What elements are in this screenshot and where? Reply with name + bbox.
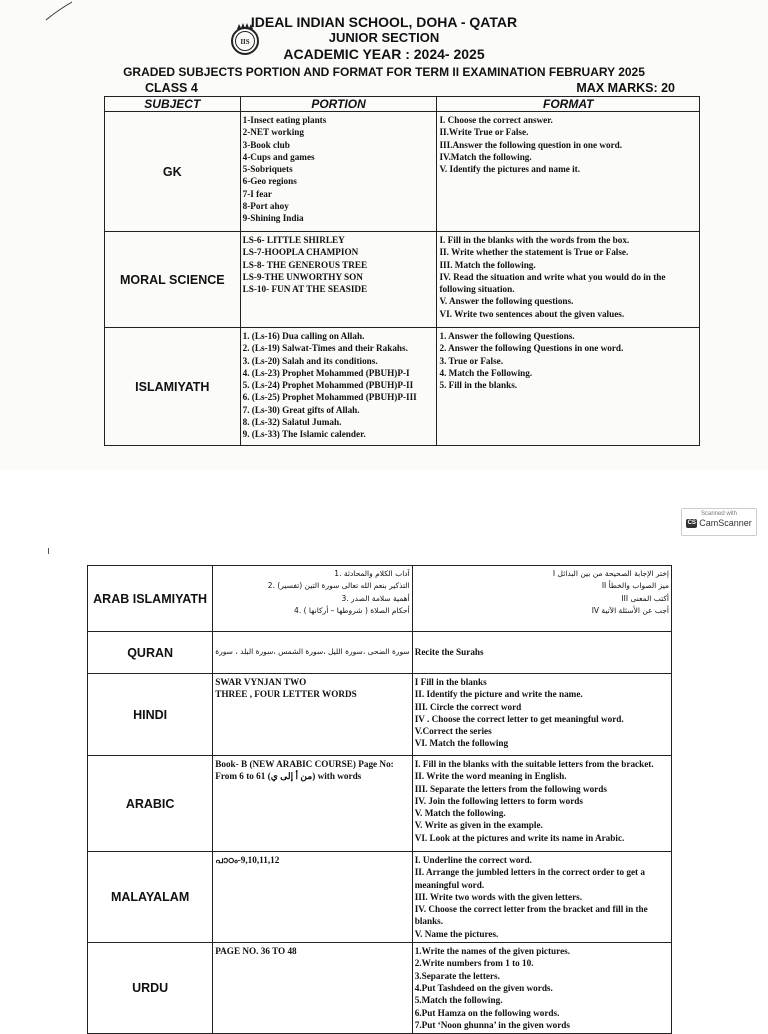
portion-line: 8. (Ls-32) Salatul Jumah.: [242, 417, 342, 428]
column-header-portion: PORTION: [240, 97, 437, 112]
portion-cell: [240, 232, 437, 328]
document-header: [0, 14, 768, 80]
portion-table-one: [104, 96, 700, 446]
portion-line: LS-7-HOOPLA CHAMPION: [242, 247, 359, 258]
column-header-format: FORMAT: [437, 97, 700, 112]
school-name: IDEAL INDIAN SCHOOL, DOHA - QATAR: [250, 14, 518, 30]
subject-cell: QURAN: [88, 632, 213, 674]
portion-line: سورة الضحى ،سورة الليل ،سورة الشمس ،سورة البلد ، سورة: [215, 647, 410, 657]
portion-table-two: [87, 565, 672, 1034]
portion-cell: [213, 632, 412, 674]
format-line: III.Answer the following question in one word.: [439, 139, 623, 150]
format-line: أجب عن الأسئلة الآتية IV: [591, 605, 669, 615]
format-line: V.Correct the series: [414, 726, 492, 737]
format-line: 3.Separate the letters.: [414, 970, 500, 981]
format-line: I. Fill in the blanks with the suitable letters from the bracket.: [414, 759, 654, 769]
format-line: 4.Put Tashdeed on the given words.: [414, 982, 553, 993]
camscanner-badge: [681, 508, 757, 536]
format-line: V. Write as given in the example.: [414, 820, 543, 831]
format-line: II.Write True or False.: [439, 127, 529, 138]
format-line: VI. Look at the pictures and write its name in Arabic.: [414, 832, 625, 843]
format-cell: [412, 566, 671, 632]
format-cell: [412, 852, 671, 943]
subject-cell: GK: [105, 112, 241, 232]
portion-line: പാഠം-9,10,11,12: [215, 855, 280, 865]
format-line: IV. Choose the correct letter from the bracket and fill in the blanks.: [414, 904, 648, 927]
scan-mark: [48, 548, 49, 554]
format-line: III. Match the following.: [439, 259, 536, 270]
format-line: I Fill in the blanks: [414, 677, 487, 687]
format-cell: [412, 632, 671, 674]
format-line: IV. Read the situation and write what you would do in the following situation.: [439, 271, 666, 295]
format-line: 2.Write numbers from 1 to 10.: [414, 958, 534, 969]
class-label: CLASS 4: [145, 81, 198, 95]
format-line: إختر الإجابة الصحيحة من بين البدائل I: [552, 569, 669, 578]
table-row: [88, 943, 672, 1034]
format-line: 5. Fill in the blanks.: [439, 380, 518, 391]
portion-line: 7-I fear: [242, 188, 272, 199]
format-cell: [412, 674, 671, 756]
format-line: V. Name the pictures.: [414, 928, 499, 939]
format-line: II. Write the word meaning in English.: [414, 771, 567, 782]
format-line: II. Arrange the jumbled letters in the correct order to get a meaningful word.: [414, 867, 646, 890]
column-header-subject: SUBJECT: [105, 97, 241, 112]
portion-line: 1. (Ls-16) Dua calling on Allah.: [242, 331, 365, 341]
portion-line: آداب الكلام والمحادثة .1: [334, 569, 410, 578]
subject-cell: HINDI: [88, 674, 213, 756]
format-cell: [412, 943, 671, 1034]
table-row: [105, 328, 700, 446]
portion-line: 3-Book club: [242, 139, 290, 150]
format-line: أكتب المعنى III: [621, 593, 669, 603]
format-line: 5.Match the following.: [414, 995, 503, 1006]
portion-line: 4-Cups and games: [242, 151, 315, 162]
table-row: [88, 632, 672, 674]
portion-line: أهمية سلامة الصدر .3: [341, 593, 410, 603]
portion-line: PAGE NO. 36 TO 48: [215, 946, 297, 957]
table-row: [105, 112, 700, 232]
scanned-with-label: Scanned with: [700, 511, 738, 517]
format-line: III. Write two words with the given letters.: [414, 891, 583, 902]
portion-line: 1-Insect eating plants: [242, 115, 327, 125]
format-line: 4. Match the Following.: [439, 367, 533, 378]
portion-line: 4. (Ls-23) Prophet Mohammed (PBUH)P-I: [242, 367, 410, 378]
format-line: I. Fill in the blanks with the words from the box.: [439, 235, 630, 245]
subject-cell: ISLAMIYATH: [105, 328, 241, 446]
portion-line: 8-Port ahoy: [242, 201, 289, 212]
portion-line: التذكير بنعم الله تعالى سورة التين (تفسير) .2: [267, 581, 410, 591]
portion-line: Book- B (NEW ARABIC COURSE) Page No: From 6 to 61 (من أ إلى ي) with words: [215, 759, 394, 782]
portion-line: 2. (Ls-19) Salwat-Times and their Rakahs.: [242, 343, 408, 354]
format-line: 1.Write the names of the given pictures.: [414, 946, 571, 957]
format-cell: [412, 756, 671, 852]
format-line: V. Answer the following questions.: [439, 296, 574, 307]
format-line: VI. Write two sentences about the given values.: [439, 308, 625, 319]
section-name: JUNIOR SECTION: [328, 30, 440, 45]
camscanner-label: CamScanner: [699, 518, 752, 528]
table-row: [88, 566, 672, 632]
format-cell: [437, 232, 700, 328]
format-line: Recite the Surahs: [414, 647, 484, 658]
portion-cell: [213, 756, 412, 852]
table-header-row: [105, 97, 700, 112]
portion-line: LS-6- LITTLE SHIRLEY: [242, 235, 345, 245]
format-line: VI. Match the following: [414, 738, 509, 749]
portion-line: أحكام الصلاة ( شروطها – أركانها ) .4: [294, 605, 410, 615]
portion-cell: [213, 566, 412, 632]
portion-line: THREE , FOUR LETTER WORDS: [215, 689, 357, 700]
camscanner-icon: CS: [687, 519, 696, 526]
portion-line: 3. (Ls-20) Salah and its conditions.: [242, 355, 378, 366]
portion-cell: [213, 674, 412, 756]
table-row: [105, 232, 700, 328]
format-line: II. Identify the picture and write the name.: [414, 689, 583, 700]
format-line: V. Match the following.: [414, 808, 506, 819]
portion-line: 5-Sobriquets: [242, 164, 293, 175]
class-row: [145, 81, 675, 95]
format-line: II. Write whether the statement is True or False.: [439, 247, 629, 258]
table-row: [88, 756, 672, 852]
subject-cell: ARAB ISLAMIYATH: [88, 566, 213, 632]
portion-line: 6. (Ls-25) Prophet Mohammed (PBUH)P-III: [242, 392, 417, 403]
format-line: ميز الصواب والخطأ II: [601, 581, 669, 591]
table-row: [88, 674, 672, 756]
format-line: 6.Put Hamza on the following words.: [414, 1007, 560, 1018]
portion-line: LS-10- FUN AT THE SEASIDE: [242, 284, 368, 295]
max-marks: MAX MARKS: 20: [576, 81, 675, 95]
format-line: IV.Match the following.: [439, 151, 532, 162]
portion-cell: [213, 852, 412, 943]
academic-year: ACADEMIC YEAR : 2024- 2025: [283, 46, 485, 62]
format-cell: [437, 328, 700, 446]
svg-text:IIS: IIS: [240, 38, 250, 46]
portion-cell: [240, 112, 437, 232]
format-line: 2. Answer the following Questions in one word.: [439, 343, 624, 354]
portion-line: 9. (Ls-33) The Islamic calender.: [242, 429, 366, 440]
subject-cell: MALAYALAM: [88, 852, 213, 943]
format-line: I. Choose the correct answer.: [439, 115, 553, 125]
portion-line: 6-Geo regions: [242, 176, 297, 187]
format-line: III. Separate the letters from the following words: [414, 783, 607, 794]
portion-line: 2-NET working: [242, 127, 304, 138]
format-line: 7.Put ‘Noon ghunna’ in the given words: [414, 1019, 570, 1030]
format-line: IV . Choose the correct letter to get meaningful word.: [414, 713, 624, 724]
subject-cell: URDU: [88, 943, 213, 1034]
format-line: I. Underline the correct word.: [414, 855, 532, 865]
portion-line: LS-9-THE UNWORTHY SON: [242, 271, 363, 282]
portion-line: LS-8- THE GENEROUS TREE: [242, 259, 368, 270]
format-line: V. Identify the pictures and name it.: [439, 164, 581, 175]
portion-line: SWAR VYNJAN TWO: [215, 677, 307, 687]
portion-cell: [240, 328, 437, 446]
subject-cell: MORAL SCIENCE: [105, 232, 241, 328]
subject-cell: ARABIC: [88, 756, 213, 852]
portion-cell: [213, 943, 412, 1034]
document-title: GRADED SUBJECTS PORTION AND FORMAT FOR TERM II EXAMINATION FEBRUARY 2025: [123, 65, 645, 79]
format-line: 3. True or False.: [439, 355, 504, 366]
format-line: 1. Answer the following Questions.: [439, 331, 575, 341]
portion-line: 7. (Ls-30) Great gifts of Allah.: [242, 404, 360, 415]
table-row: [88, 852, 672, 943]
portion-line: 5. (Ls-24) Prophet Mohammed (PBUH)P-II: [242, 380, 414, 391]
page-one: [0, 0, 768, 470]
format-cell: [437, 112, 700, 232]
format-line: IV. Join the following letters to form words: [414, 795, 583, 806]
format-line: III. Circle the correct word: [414, 701, 522, 712]
portion-line: 9-Shining India: [242, 213, 304, 224]
